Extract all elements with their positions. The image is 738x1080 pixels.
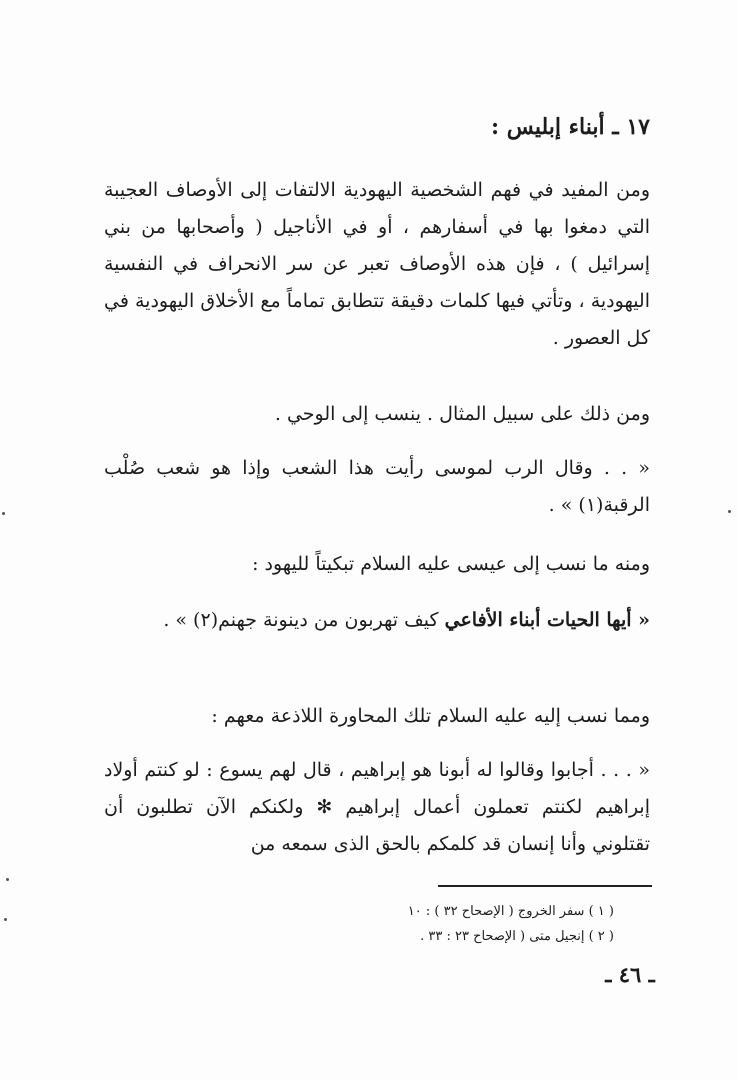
paragraph-example-lead: ومن ذلك على سبيل المثال . ينسب إلى الوحي . <box>274 403 650 425</box>
scan-speck <box>6 878 9 881</box>
quote-exodus: « . . وقال الرب لموسى رأيت هذا الشعب وإذا هو شعب صُلْب الرقبة(١) » . <box>104 457 650 516</box>
quote-matthew-bold: « أيها الحيات أبناء الأفاعي <box>444 609 650 631</box>
footnote-2: ( ٢ ) إنجيل متى ( الإصحاح ٢٣ : ٣٣ . <box>420 929 614 944</box>
scan-speck <box>4 918 7 921</box>
quote-john-dialogue: « . . . أجابوا وقالوا له أبونا هو إبراهيم ، قال لهم يسوع : لو كنتم أولاد إبراهيم لكنتم تعملون أعمال إبراهيم ✻ ولكنكم الآن تطلبون أن تقتلوني وأنا إنسان قد كلمكم بالحق الذى سمعه من <box>104 759 650 855</box>
paragraph-intro: ومن المفيد في فهم الشخصية اليهودية الالتفات إلى الأوصاف العجيبة التي دمغوا بها في أسفارهم ، أو في الأناجيل ( وأصحابها من بني إسرائيل ) ، فإن هذه الأوصاف تعبر عن سر الانحراف في النفسية اليهودية ، وتأتي فيها كلمات دقيقة تتطابق تماماً مع الأخلاق اليهودية في كل العصور . <box>104 179 650 349</box>
paragraph-dialogue-lead: ومما نسب إليه عليه السلام تلك المحاورة اللاذعة معهم : <box>211 705 650 727</box>
section-heading: ١٧ ـ أبناء إبليس : <box>491 114 650 140</box>
paragraph-jesus-lead: ومنه ما نسب إلى عيسى عليه السلام تبكيتاً لليهود : <box>252 553 650 575</box>
footnote-divider <box>438 885 652 887</box>
page-number: ـ ٤٦ ـ <box>605 962 655 987</box>
quote-matthew <box>104 602 650 639</box>
quote-matthew-rest: كيف تهربون من دينونة جهنم(٢) » . <box>163 609 445 631</box>
scan-speck <box>2 512 5 515</box>
footnote-1: ( ١ ) سفر الخروج ( الإصحاح ٣٢ ) : ١٠ <box>407 904 614 919</box>
scan-speck <box>728 510 731 513</box>
